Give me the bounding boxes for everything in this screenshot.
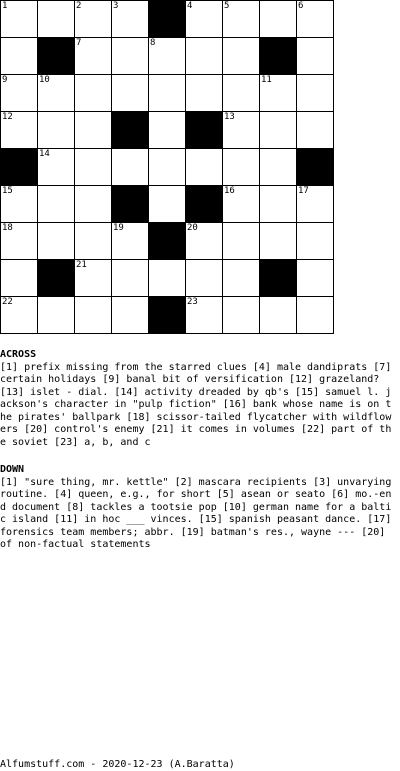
grid-cell[interactable] [111,0,149,38]
clue-number: 3 [113,1,119,11]
block-cell [259,37,297,75]
block-cell [148,222,186,260]
clue-number: 14 [39,149,50,159]
clue-number: 22 [2,297,13,307]
clue-number: 20 [187,223,198,233]
clue-number: 8 [150,38,156,48]
down-clue-text: [1] "sure thing, mr. kettle" [2] mascara recipients [3] unvarying routine. [4] queen, e.g., for short [5] asean or seato [6] mo.-end document [8] tackles a tootsie pop [10] german name for a baltic island [11] in hoc ___ vinces. [15] spanish peasant dance. [17] forensics team members; abbr. [19] batman's res., wayne --- [20] of non-factual statements [0,476,392,550]
grid-cell[interactable] [222,185,260,223]
grid-cell[interactable] [37,111,75,149]
grid-cell[interactable] [296,0,334,38]
footer-credit: Alfumstuff.com - 2020-12-23 (A.Baratta) [0,759,235,770]
grid-cell[interactable] [148,74,186,112]
grid-cell[interactable] [259,74,297,112]
grid-cell[interactable] [185,37,223,75]
grid-cell[interactable] [259,111,297,149]
block-cell [111,185,149,223]
clue-number: 7 [76,38,82,48]
grid-cell[interactable] [148,37,186,75]
clue-number: 10 [39,75,50,85]
clue-number: 19 [113,223,124,233]
grid-cell[interactable] [37,0,75,38]
clue-number: 4 [187,1,193,11]
grid-cell[interactable] [185,148,223,186]
clue-number: 11 [261,75,272,85]
across-clues [0,349,396,449]
grid-cell[interactable] [0,185,38,223]
clue-number: 23 [187,297,198,307]
grid-cell[interactable] [111,259,149,297]
grid-cell[interactable] [259,222,297,260]
block-cell [148,296,186,334]
grid-cell[interactable] [259,296,297,334]
clue-number: 21 [76,260,87,270]
clue-number: 15 [2,186,13,196]
grid-cell[interactable] [37,74,75,112]
grid-cell[interactable] [37,296,75,334]
grid-cell[interactable] [74,296,112,334]
block-cell [259,259,297,297]
grid-cell[interactable] [296,259,334,297]
grid-cell[interactable] [111,74,149,112]
grid-cell[interactable] [296,185,334,223]
grid-cell[interactable] [74,259,112,297]
grid-cell[interactable] [74,74,112,112]
down-heading: DOWN [0,464,25,475]
grid-cell[interactable] [222,111,260,149]
grid-cell[interactable] [222,222,260,260]
grid-cell[interactable] [185,296,223,334]
grid-cell[interactable] [259,185,297,223]
grid-cell[interactable] [296,296,334,334]
clue-number: 18 [2,223,13,233]
grid-cell[interactable] [74,37,112,75]
grid-cell[interactable] [296,111,334,149]
clue-number: 13 [224,112,235,122]
grid-cell[interactable] [74,185,112,223]
grid-cell[interactable] [37,185,75,223]
block-cell [296,148,334,186]
grid-cell[interactable] [222,259,260,297]
across-clue-text: [1] prefix missing from the starred clues [4] male dandiprats [7] certain holidays [9] banal bit of versification [12] grazeland? [13] islet - dial. [14] activity dreaded by qb's [15] samuel l. jackson's character in "pulp fiction" [16] bank whose name is on the pirates' ballpark [18] scissor-tailed flycatcher with wildflowers [20] control's enemy [21] it comes in volumes [22] part of the soviet [23] a, b, and c [0,361,392,448]
grid-cell[interactable] [222,296,260,334]
grid-cell[interactable] [222,148,260,186]
clue-number: 17 [298,186,309,196]
grid-cell[interactable] [259,0,297,38]
grid-cell[interactable] [222,37,260,75]
grid-cell[interactable] [148,259,186,297]
grid-cell[interactable] [259,148,297,186]
clue-number: 6 [298,1,304,11]
grid-cell[interactable] [222,0,260,38]
block-cell [37,37,75,75]
grid-cell[interactable] [0,222,38,260]
block-cell [0,148,38,186]
grid-cell[interactable] [111,148,149,186]
grid-cell[interactable] [185,0,223,38]
grid-cell[interactable] [0,259,38,297]
grid-cell[interactable] [148,185,186,223]
clue-number: 1 [2,1,8,11]
grid-cell[interactable] [185,222,223,260]
grid-cell[interactable] [296,222,334,260]
clue-number: 5 [224,1,230,11]
clue-number: 12 [2,112,13,122]
block-cell [185,185,223,223]
grid-cell[interactable] [111,222,149,260]
grid-cell[interactable] [185,74,223,112]
block-cell [111,111,149,149]
grid-cell[interactable] [74,148,112,186]
clue-number: 9 [2,75,8,85]
grid-cell[interactable] [0,111,38,149]
grid-cell[interactable] [0,296,38,334]
block-cell [148,0,186,38]
down-clues [0,464,396,552]
block-cell [185,111,223,149]
clue-number: 16 [224,186,235,196]
grid-cell[interactable] [74,222,112,260]
crossword-grid [0,0,334,334]
grid-cell[interactable] [148,148,186,186]
grid-cell[interactable] [148,111,186,149]
grid-cell[interactable] [74,111,112,149]
clue-number: 2 [76,1,82,11]
grid-cell[interactable] [185,259,223,297]
grid-cell[interactable] [0,74,38,112]
grid-cell[interactable] [296,74,334,112]
grid-cell[interactable] [222,74,260,112]
grid-cell[interactable] [37,148,75,186]
grid-cell[interactable] [74,0,112,38]
grid-cell[interactable] [296,37,334,75]
across-heading: ACROSS [0,349,37,360]
grid-cell[interactable] [111,37,149,75]
block-cell [37,259,75,297]
grid-cell[interactable] [0,37,38,75]
grid-cell[interactable] [0,0,38,38]
grid-cell[interactable] [37,222,75,260]
grid-cell[interactable] [111,296,149,334]
